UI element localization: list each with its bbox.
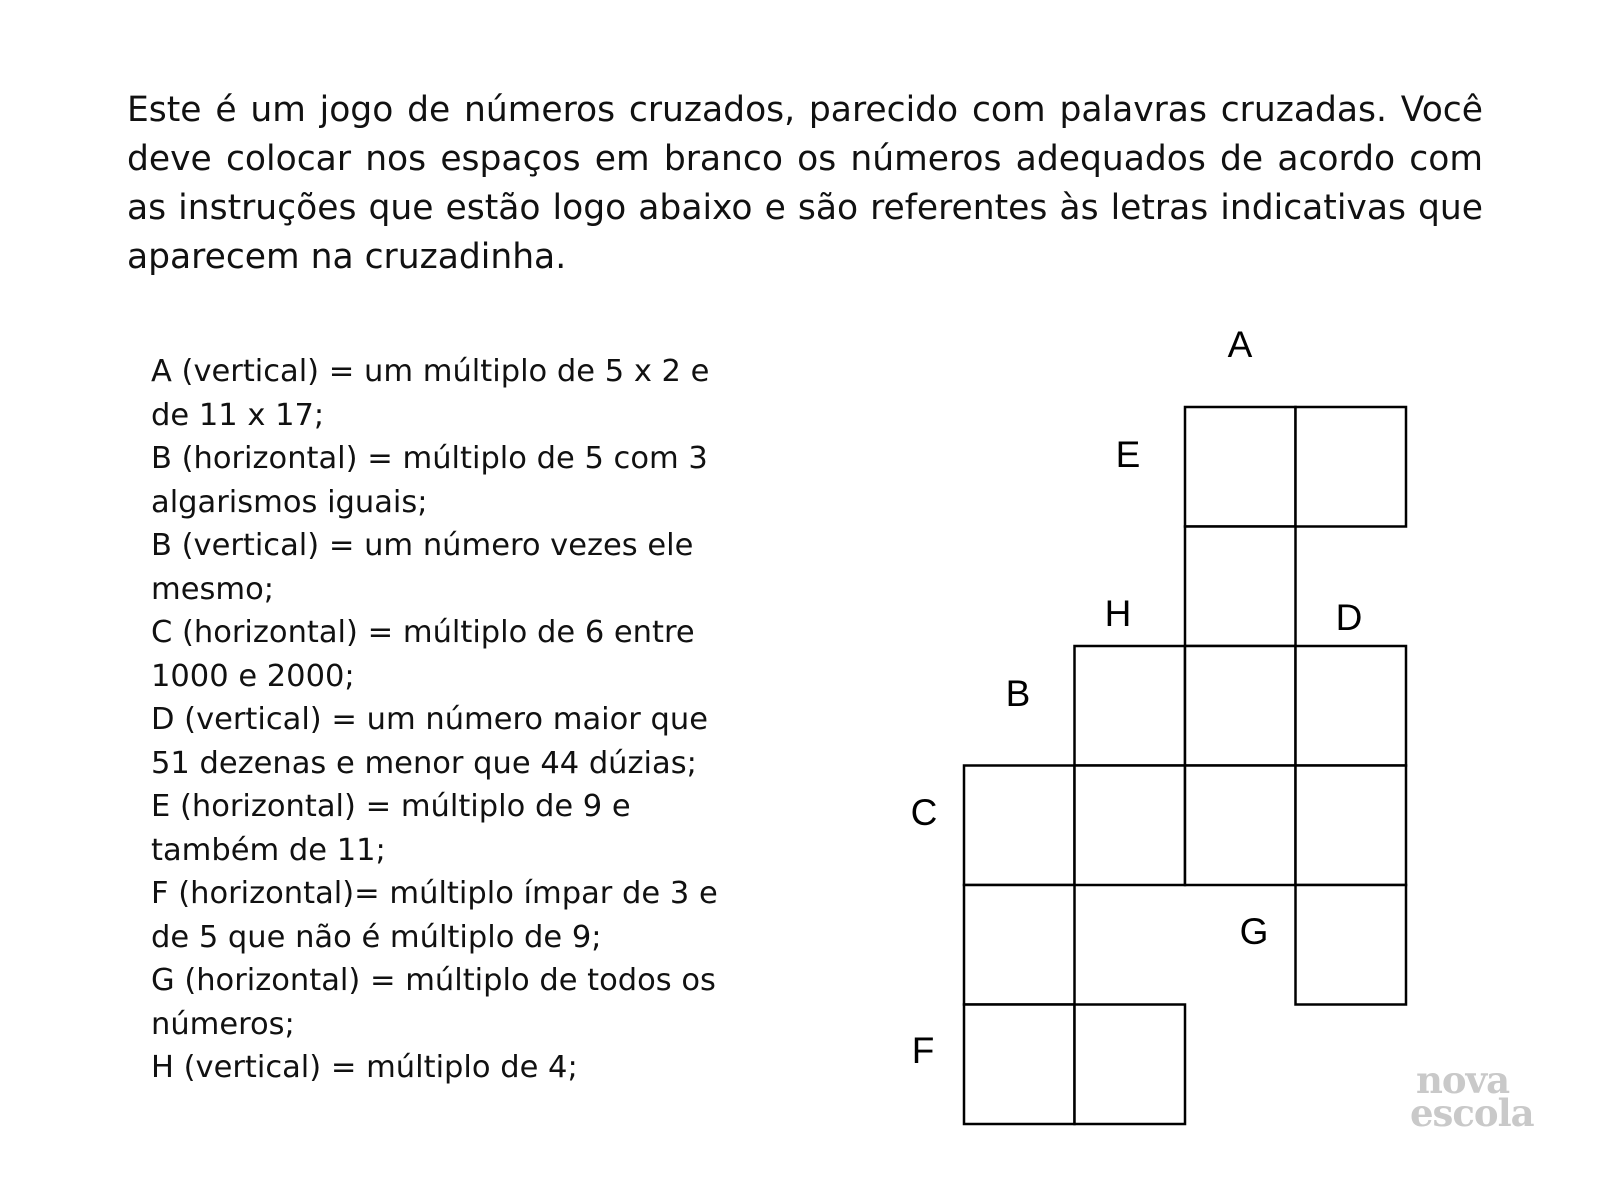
- clue-b-horizontal: B (horizontal) = múltiplo de 5 com 3 algarismos iguais;: [151, 441, 708, 520]
- clue-e-horizontal: E (horizontal) = múltiplo de 9 e também de 11;: [151, 789, 631, 868]
- nova-escola-logo: [1410, 1058, 1580, 1135]
- grid-label-c: C: [910, 792, 938, 833]
- grid-cell-r3-c2[interactable]: [1185, 766, 1296, 886]
- logo-line-escola: escola: [1410, 1091, 1534, 1135]
- clue-g-horizontal: G (horizontal) = múltiplo de todos os números;: [151, 963, 716, 1042]
- grid-cell-r5-c0[interactable]: [964, 1005, 1075, 1125]
- grid-cell-r0-c2[interactable]: [1185, 407, 1296, 527]
- clue-c-horizontal: C (horizontal) = múltiplo de 6 entre 1000 e 2000;: [151, 615, 695, 694]
- grid-cell-r5-c1[interactable]: [1075, 1005, 1186, 1125]
- clue-d-vertical: D (vertical) = um número maior que 51 dezenas e menor que 44 dúzias;: [151, 702, 708, 781]
- grid-label-f: F: [911, 1030, 935, 1071]
- clue-b-vertical: B (vertical) = um número vezes ele mesmo;: [151, 528, 694, 607]
- grid-cell-r2-c2[interactable]: [1185, 646, 1296, 766]
- instructions-paragraph: Este é um jogo de números cruzados, parecido com palavras cruzadas. Você deve colocar nos espaços em branco os números adequados de acordo com as instruções que estão logo abaixo e são referentes às letras indicativas que aparecem na cruzadinha.: [127, 90, 1483, 277]
- grid-cell-r4-c3[interactable]: [1296, 885, 1407, 1005]
- clue-h-vertical: H (vertical) = múltiplo de 4;: [151, 1050, 578, 1085]
- grid-label-e: E: [1115, 434, 1141, 475]
- grid-label-g: G: [1239, 911, 1269, 952]
- grid-label-d: D: [1335, 597, 1363, 638]
- clue-a-vertical: A (vertical) = um múltiplo de 5 x 2 e de 11 x 17;: [151, 354, 710, 433]
- grid-cell-r0-c3[interactable]: [1296, 407, 1407, 527]
- logo-line-nova: nova: [1416, 1058, 1510, 1102]
- grid-cell-r1-c2[interactable]: [1185, 527, 1296, 647]
- grid-label-a: A: [1227, 324, 1253, 365]
- grid-cell-r2-c1[interactable]: [1075, 646, 1186, 766]
- grid-label-h: H: [1104, 593, 1132, 634]
- grid-cell-r3-c0[interactable]: [964, 766, 1075, 886]
- grid-cell-r3-c1[interactable]: [1075, 766, 1186, 886]
- grid-label-b: B: [1005, 673, 1031, 714]
- grid-cell-r4-c0[interactable]: [964, 885, 1075, 1005]
- grid-cell-r2-c3[interactable]: [1296, 646, 1407, 766]
- grid-cell-r3-c3[interactable]: [1296, 766, 1407, 886]
- clue-f-horizontal: F (horizontal)= múltiplo ímpar de 3 e de 5 que não é múltiplo de 9;: [151, 876, 718, 955]
